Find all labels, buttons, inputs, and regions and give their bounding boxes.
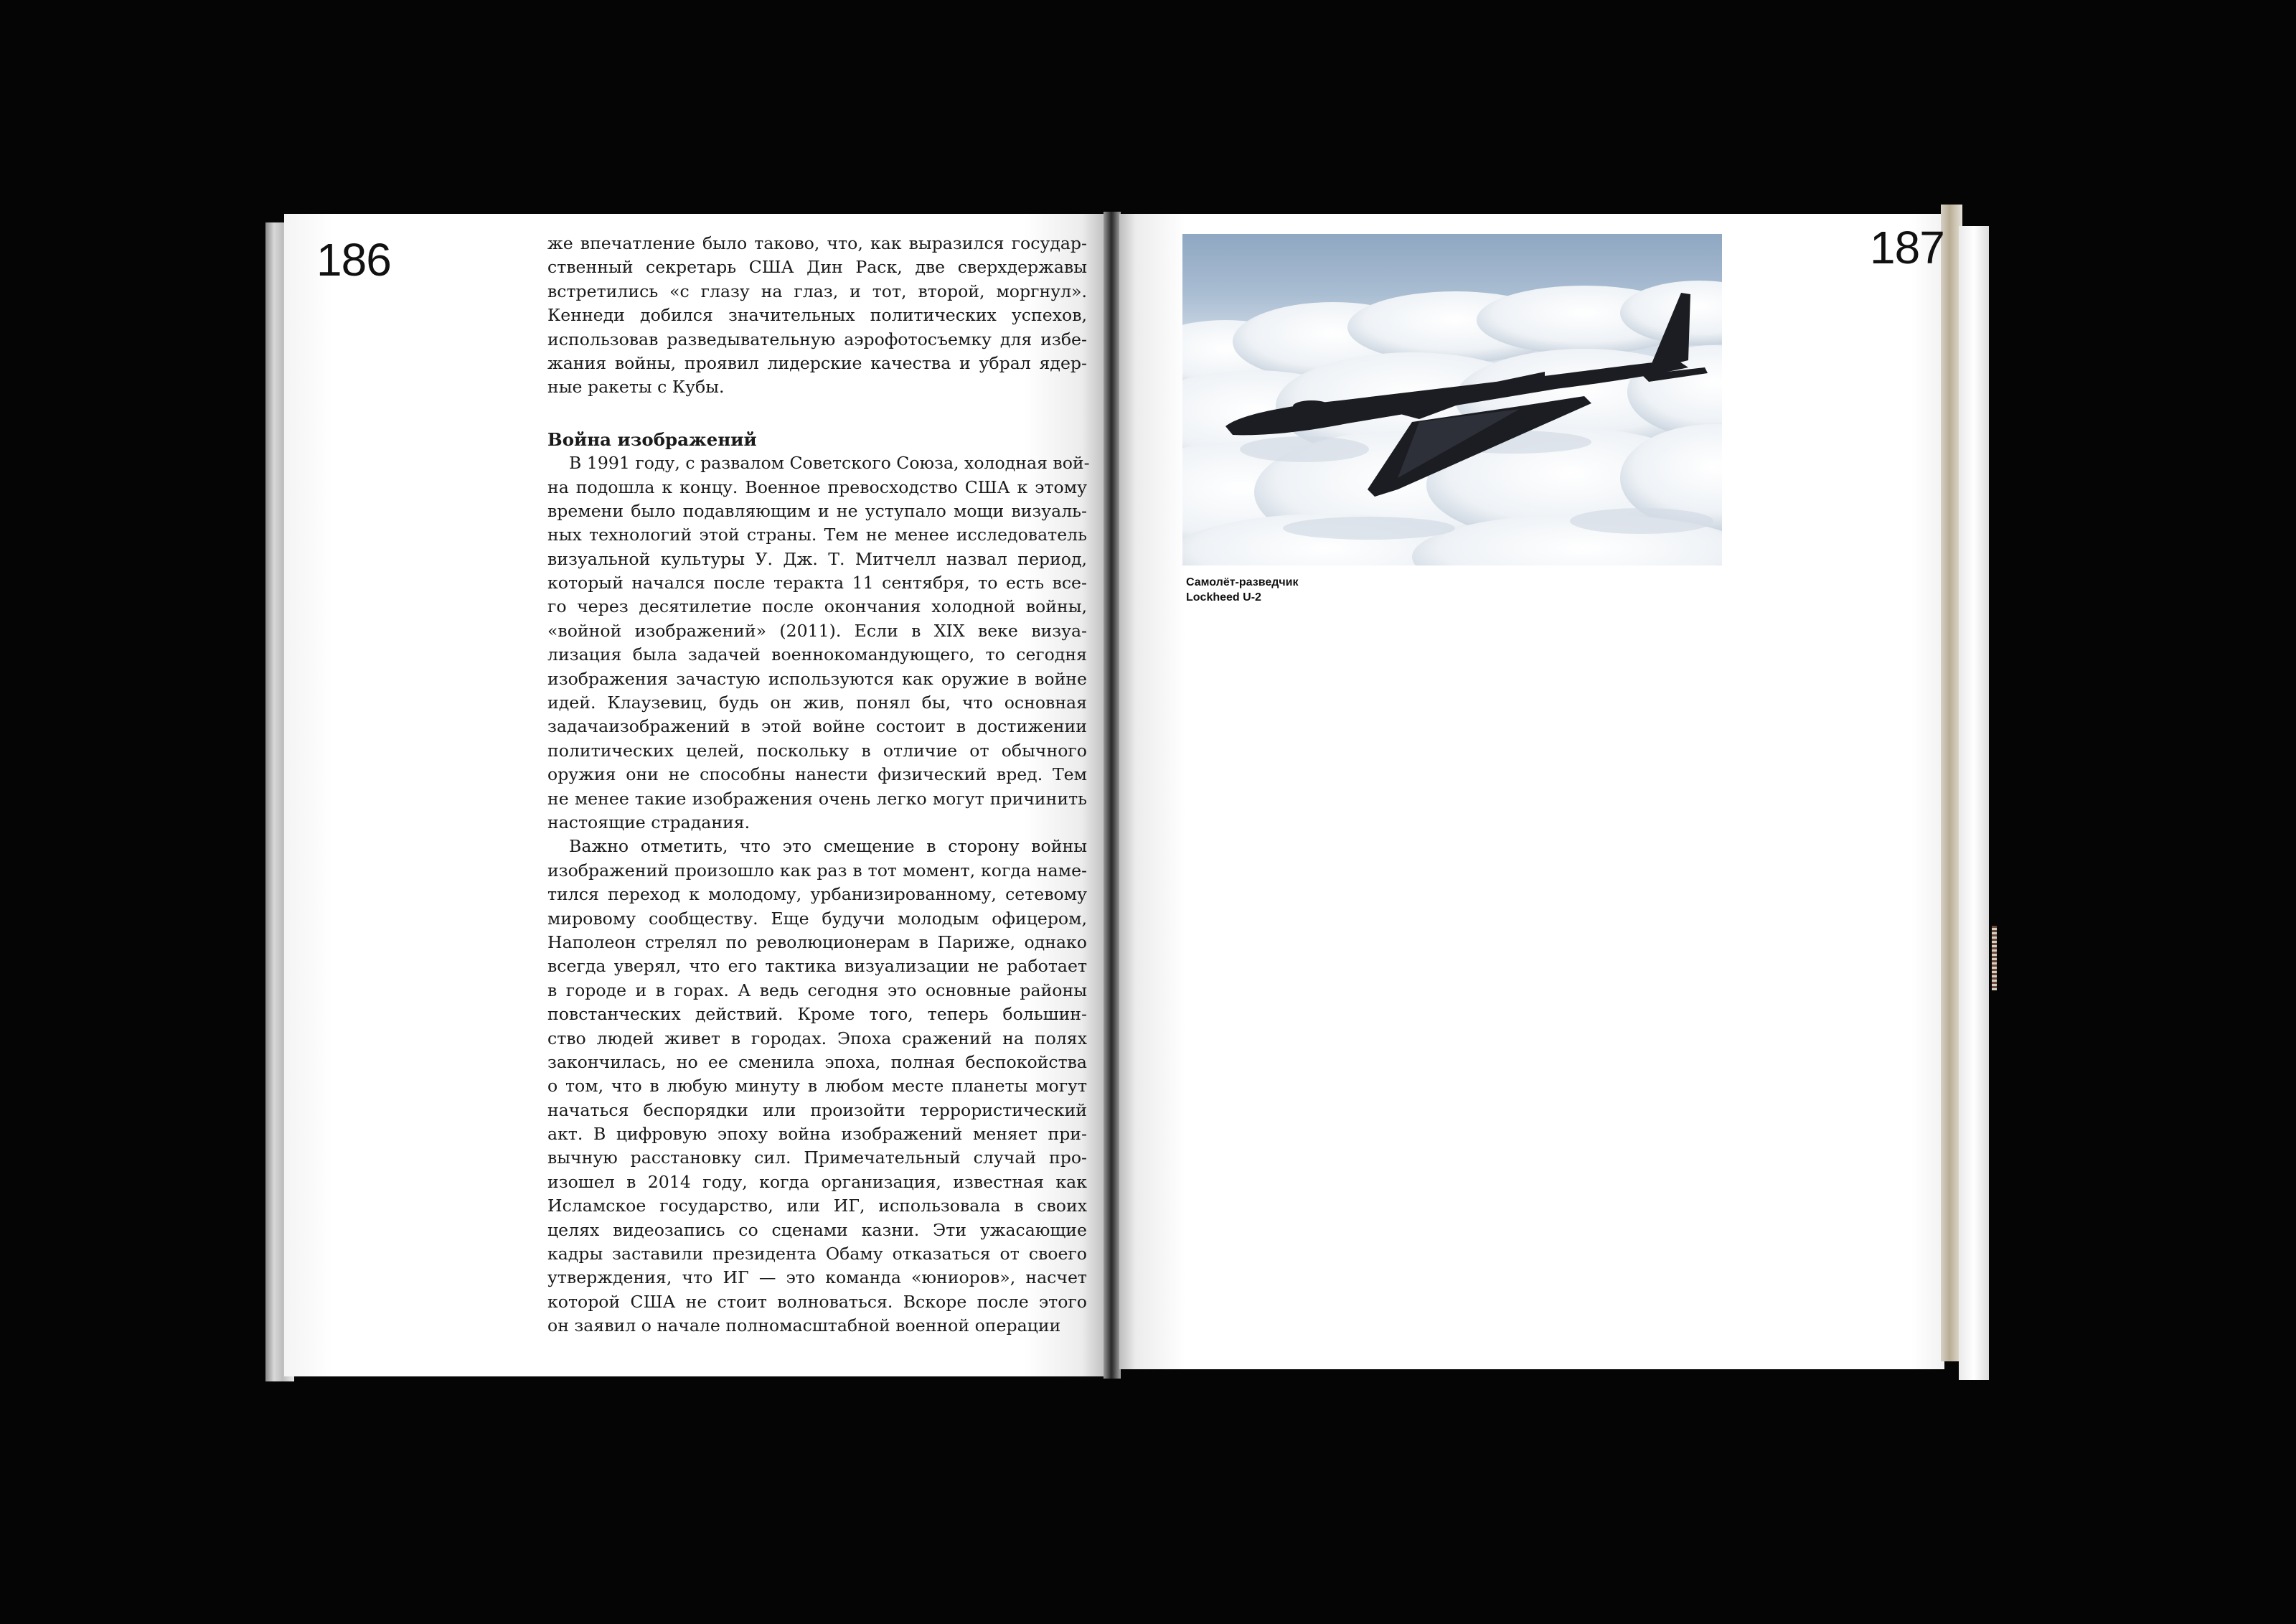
text-line: использовав разведывательную аэрофотосъемку для избе- — [547, 329, 1087, 349]
text-line: тился переход к молодому, урбанизированному, сетевому — [547, 884, 1087, 905]
text-line: на подошла к концу. Военное превосходство США к этому — [547, 477, 1087, 497]
page-tab-marker — [1992, 926, 1997, 990]
text-line: которой США не стоит волноваться. Вскоре после этого — [547, 1291, 1087, 1312]
text-line: изображений произошло как раз в тот момент, когда наме- — [547, 860, 1087, 881]
text-line: визуальной культуры У. Дж. Т. Митчелл назвал период, — [547, 548, 1087, 569]
text-line: акт. В цифровую эпоху война изображений меняет при- — [547, 1124, 1087, 1145]
caption-line: Самолёт-разведчик — [1186, 576, 1299, 588]
section-heading: Война изображений — [547, 428, 757, 450]
caption-line: Lockheed U-2 — [1186, 591, 1261, 604]
text-line: идей. Клаузевиц, будь он жив, понял бы, что основная — [547, 693, 1087, 713]
text-line: Исламское государство, или ИГ, использовала в своих — [547, 1196, 1087, 1216]
text-line: Важно отметить, что это смещение в сторону войны — [569, 836, 1087, 857]
text-line: повстанческих действий. Кроме того, теперь большин- — [547, 1004, 1087, 1025]
text-line: целях видеозапись со сценами казни. Эти ужасающие — [547, 1219, 1087, 1240]
photo-caption — [1186, 575, 1473, 605]
cover-edge — [1959, 226, 1989, 1380]
text-line: же впечатление было таково, что, как выразился государ- — [547, 233, 1087, 253]
text-line: в городе и в горах. А ведь сегодня это основные районы — [547, 980, 1087, 1000]
text-line: он заявил о начале полномасштабной военной операции — [547, 1315, 1061, 1336]
text-line: вычную расстановку сил. Примечательный случай про- — [547, 1147, 1087, 1168]
text-line: «войной изображений» (2011). Если в XIX веке визуа- — [547, 620, 1087, 641]
text-line: жания войны, проявил лидерские качества и убрал ядер- — [547, 352, 1087, 373]
text-line: изображения зачастую используются как оружие в войне — [547, 668, 1087, 689]
text-line: времени было подавляющим и не уступало мощи визуаль- — [547, 500, 1087, 521]
text-line: Наполеон стрелял по революционерам в Париже, однако — [547, 931, 1087, 952]
text-line: кадры заставили президента Обаму отказаться от своего — [547, 1244, 1087, 1264]
text-line: настоящие страдания. — [547, 812, 751, 832]
photo-u2-spy-plane — [1182, 234, 1722, 565]
text-line: утверждения, что ИГ — это команда «юниоров», насчет — [547, 1267, 1087, 1288]
text-line: встретились «с глазу на глаз, и тот, второй, моргнул». — [547, 281, 1087, 301]
text-line: закончилась, но ее сменила эпоха, полная беспокойства — [547, 1051, 1087, 1072]
text-line: ственный секретарь США Дин Раск, две сверхдержавы — [547, 257, 1087, 278]
spy-plane-over-clouds-icon — [1182, 234, 1722, 565]
text-line: политических целей, поскольку в отличие от обычного — [547, 740, 1087, 761]
text-line: ство людей живет в городах. Эпоха сражений на полях — [547, 1028, 1087, 1048]
text-line: го через десятилетие после окончания холодной войны, — [547, 596, 1087, 617]
body-text-column — [547, 232, 1090, 1338]
book-gutter — [1104, 212, 1121, 1379]
text-line: не менее такие изображения очень легко могут причинить — [547, 788, 1087, 809]
book-spread — [265, 205, 2045, 1389]
text-line: В 1991 году, с развалом Советского Союза, холодная вой- — [569, 453, 1090, 474]
text-line: ные ракеты с Кубы. — [547, 377, 725, 398]
intro-paragraph — [547, 232, 1087, 400]
text-line: Кеннеди добился значительных политических успехов, — [547, 305, 1087, 326]
text-line: лизация была задачей военнокомандующего, то сегодня — [547, 644, 1087, 665]
text-line: который начался после теракта 11 сентября, то есть все- — [547, 573, 1087, 593]
page-number-left: 186 — [316, 234, 391, 286]
section-body — [547, 451, 1090, 1338]
text-line: всегда уверял, что его тактика визуализации не работает — [547, 956, 1087, 977]
text-line: задачаизображений в этой войне состоит в достижении — [547, 716, 1087, 737]
page-number-right: 187 — [1870, 222, 1944, 273]
text-line: мировому сообществу. Еще будучи молодым офицером, — [547, 908, 1087, 929]
text-line: о том, что в любую минуту в любом месте планеты могут — [547, 1076, 1087, 1097]
text-line: ных технологий этой страны. Тем не менее исследователь — [547, 525, 1087, 545]
text-line: начаться беспорядки или произойти террористический — [547, 1099, 1087, 1120]
text-line: изошел в 2014 году, когда организация, известная как — [547, 1171, 1087, 1192]
text-line: оружия они не способны нанести физический вред. Тем — [547, 764, 1087, 785]
